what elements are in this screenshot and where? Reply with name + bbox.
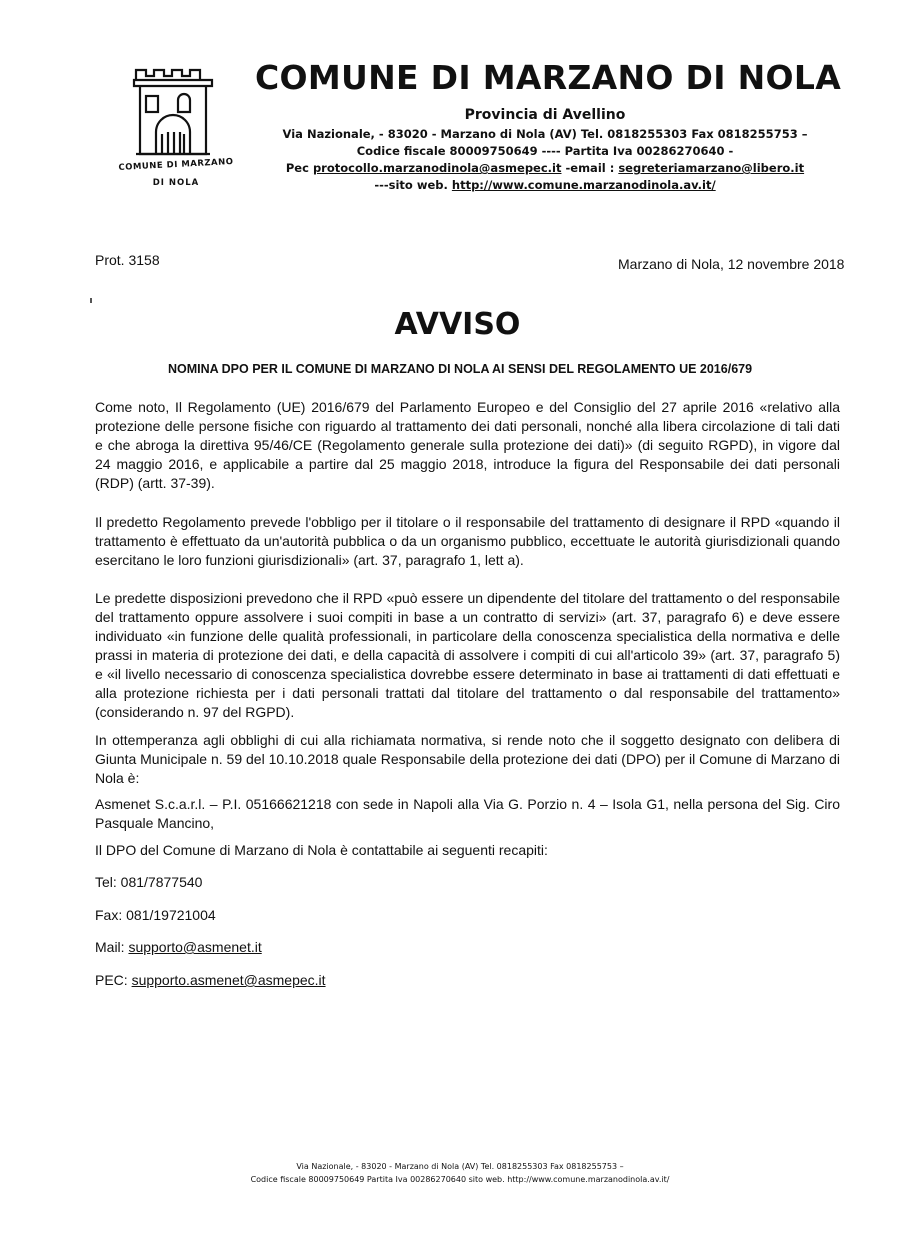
mail-label: Mail: [95, 939, 125, 955]
municipality-name: COMUNE DI MARZANO DI NOLA [255, 58, 842, 97]
contacts-intro: Il DPO del Comune di Marzano di Nola è contattabile ai seguenti recapiti: [95, 842, 548, 858]
contact-fax: Fax: 081/19721004 [95, 907, 216, 923]
paragraph-1: Come noto, Il Regolamento (UE) 2016/679 del Parlamento Europeo e del Consiglio del 27 aprile 2016 «relativo alla protezione delle persone fisiche con riguardo al trattamento dei dati personali, nonché alla libera circolazione di tali dati e che abroga la direttiva 95/46/CE (Regolamento generale sulla protezione dei dati)» (di seguito RGPD), in vigore dal 24 maggio 2016, e applicabile a partire dal 25 maggio 2018, introduce la figura del Responsabile dei dati personali (RDP) (artt. 37-39). [95, 399, 840, 491]
paragraph-4: In ottemperanza agli obblighi di cui alla richiamata normativa, si rende noto che il soggetto designato con delibera di Giunta Municipale n. 59 del 10.10.2018 quale Responsabile della protezione dei dati (DPO) per il Comune di Marzano di Nola è: [95, 732, 840, 786]
place-date: Marzano di Nola, 12 novembre 2018 [618, 256, 845, 272]
contact-mail [95, 938, 262, 957]
pec-label: Pec [285, 161, 309, 175]
scan-mark [90, 298, 92, 303]
mail-link[interactable]: supporto@asmenet.it [128, 939, 262, 955]
paragraph-3: Le predette disposizioni prevedono che il RPD «può essere un dipendente del titolare del trattamento o del responsabile del trattamento oppure assolvere i suoi compiti in base a un contratto di servizi» (art. 37, paragrafo 6) e deve essere individuato «in funzione delle qualità professionali, in particolare della conoscenza specialistica della normativa e delle prassi in materia di protezione dei dati, e della capacità di assolvere i compiti di cui all'articolo 39» (art. 37, paragrafo 5) e «il livello necessario di conoscenza specialistica dovrebbe essere determinato in base ai trattamenti di dati effettuati e alla protezione richiesta per i dati personali trattati dal titolare del trattamento o dal responsabile del trattamento» (considerando n. 97 del RGPD). [95, 590, 840, 720]
paragraph-2: Il predetto Regolamento prevede l'obbligo per il titolare o il responsabile del trattamento di designare il RPD «quando il trattamento è effettuato da un'autorità pubblica o da un organismo pubblico, eccettuate le autorità giurisdizionali quando esercitano le loro funzioni giurisdizionali» (art. 37, paragrafo 1, lett a). [95, 514, 840, 568]
fiscal-line: Codice fiscale 80009750649 ---- Partita Iva 00286270640 - [356, 144, 734, 158]
seal-text-bottom: DI NOLA [152, 178, 200, 188]
contact-emails-line [230, 159, 860, 177]
contact-tel: Tel: 081/7877540 [95, 874, 203, 890]
website-link[interactable]: http://www.comune.marzanodinola.av.it/ [451, 178, 716, 192]
pec-contact-link[interactable]: supporto.asmenet@asmepec.it [131, 972, 326, 988]
municipal-seal-tower-icon [112, 62, 242, 192]
seal-text-top: COMUNE DI MARZANO [118, 156, 234, 174]
notice-title: AVVISO [394, 307, 521, 342]
province-name: Provincia di Avellino [464, 107, 626, 123]
footer-fiscal-web: Codice fiscale 80009750649 Partita Iva 00286270640 sito web. http://www.comune.marzanodinola.av.it/ [250, 1175, 670, 1184]
pec-email-link[interactable]: protocollo.marzanodinola@asmepec.it [312, 161, 562, 175]
contact-pec [95, 971, 326, 990]
protocol-number: Prot. 3158 [95, 252, 160, 268]
notice-subtitle: NOMINA DPO PER IL COMUNE DI MARZANO DI NOLA AI SENSI DEL REGOLAMENTO UE 2016/679 [167, 362, 753, 376]
web-label: ---sito web. [374, 178, 448, 192]
address-line: Via Nazionale, - 83020 - Marzano di Nola (AV) Tel. 0818255303 Fax 0818255753 – [282, 127, 808, 141]
pec-contact-label: PEC: [95, 972, 128, 988]
paragraph-5: Asmenet S.c.a.r.l. – P.I. 05166621218 con sede in Napoli alla Via G. Porzio n. 4 – Isola G1, nella persona del Sig. Ciro Pasquale Mancino, [95, 796, 840, 831]
email-link[interactable]: segreteriamarzano@libero.it [618, 161, 805, 175]
footer-address: Via Nazionale, - 83020 - Marzano di Nola (AV) Tel. 0818255303 Fax 0818255753 – [296, 1162, 624, 1171]
website-line [230, 176, 860, 194]
email-label: -email : [565, 161, 615, 175]
